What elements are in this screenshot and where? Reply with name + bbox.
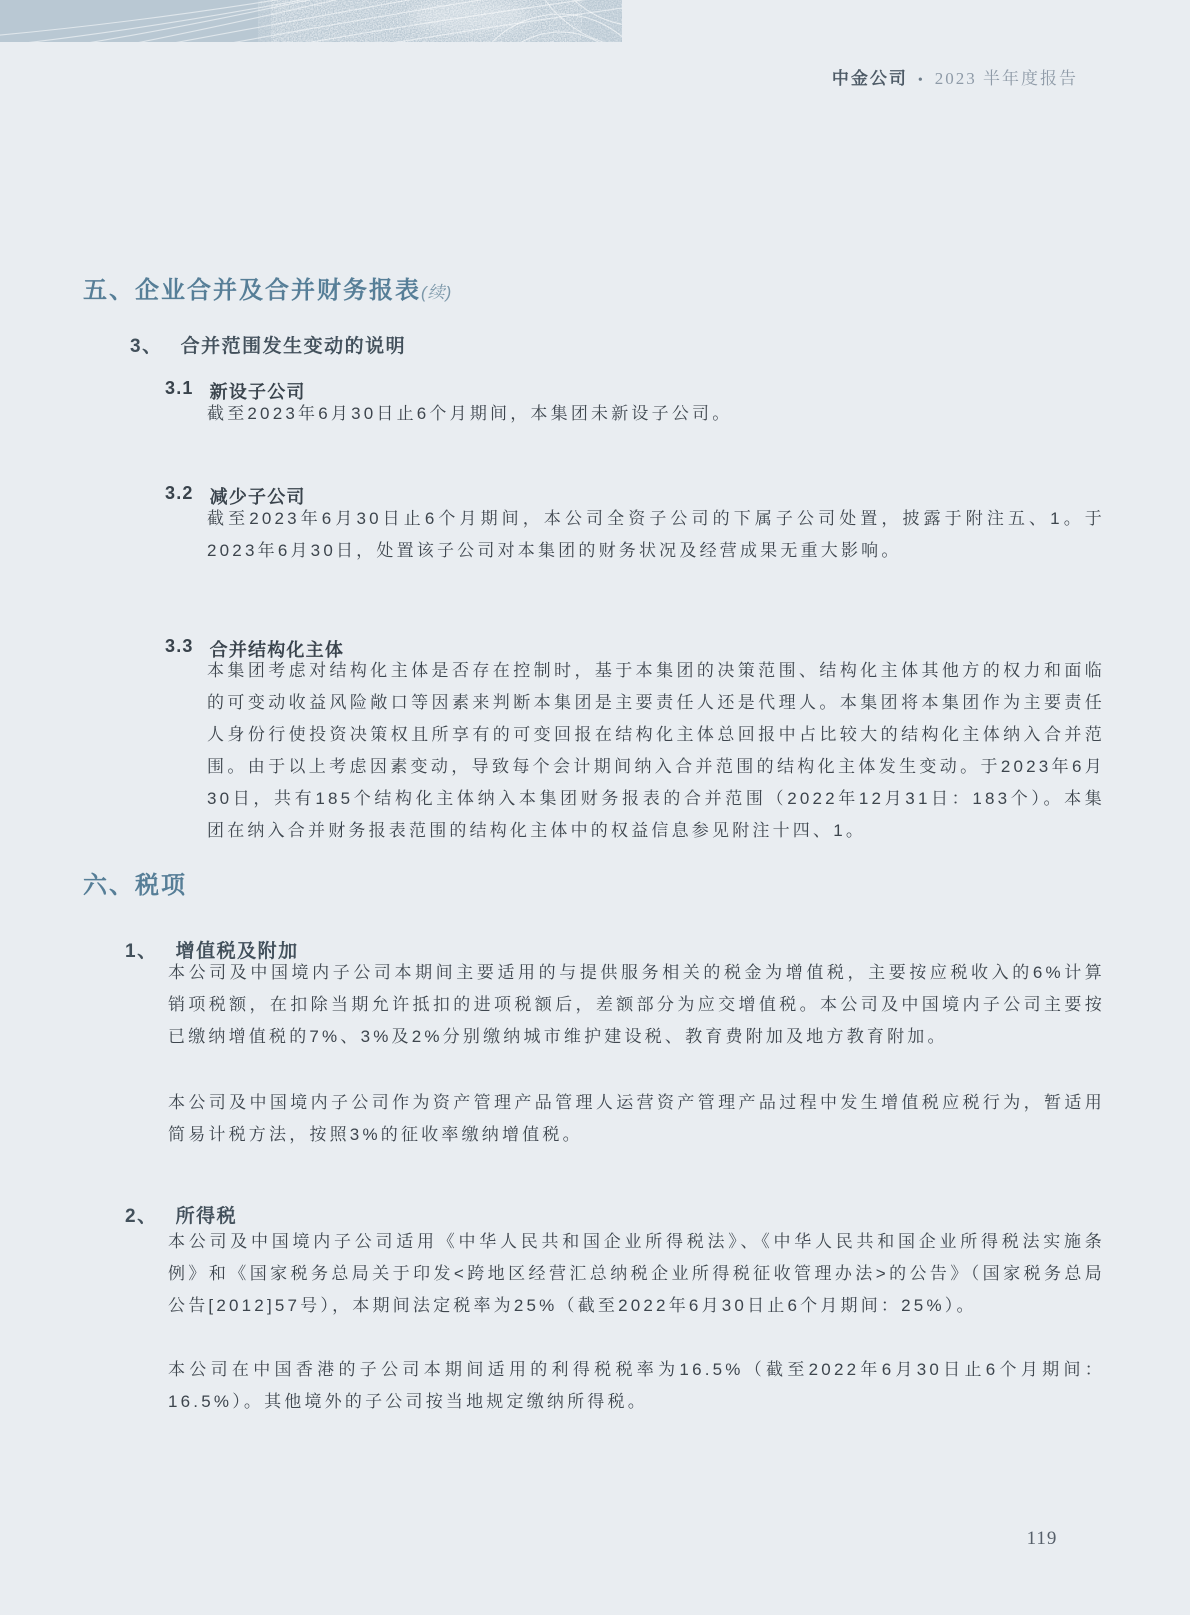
item-3-3-title: 合并结构化主体 [209, 640, 345, 660]
subsection-3-title: 合并范围发生变动的说明 [180, 335, 407, 357]
subsection-income-tax-number: 2、 [125, 1205, 158, 1227]
separator-dot-icon: • [917, 73, 925, 88]
item-3-2-number: 3.2 [165, 483, 194, 503]
banner-artwork-image [0, 0, 622, 42]
item-3-1-title: 新设子公司 [209, 382, 306, 402]
vat-paragraph-1: 本公司及中国境内子公司本期间主要适用的与提供服务相关的税金为增值税，主要按应税收入的6%计算销项税额，在扣除当期允许抵扣的进项税额后，差额部分为应交增值税。本公司及中国境内子公司主要按已缴纳增值税的7%、3%及2%分别缴纳城市维护建设税、教育费附加及地方教育附加。 [168, 963, 1105, 1046]
section-six-heading: 六、税项 [83, 872, 187, 899]
section-five-continued-suffix: (续) [421, 283, 453, 302]
company-name: 中金公司 [831, 69, 908, 88]
item-3-2-title: 减少子公司 [209, 487, 306, 507]
running-header [832, 64, 1078, 89]
item-3-3-paragraph: 本集团考虑对结构化主体是否存在控制时，基于本集团的决策范围、结构化主体其他方的权力和面临的可变动收益风险敞口等因素来判断本集团是主要责任人还是代理人。本集团将本集团作为主要责任人身份行使投资决策权且所享有的可变回报在结构化主体总回报中占比较大的结构化主体纳入合并范围。由于以上考虑因素变动，导致每个会计期间纳入合并范围的结构化主体发生变动。于2023年6月30日，共有185个结构化主体纳入本集团财务报表的合并范围（2022年12月31日：183个）。本集团在纳入合并财务报表范围的结构化主体中的权益信息参见附注十四、1。 [207, 661, 1105, 840]
subsection-vat-title: 增值税及附加 [175, 940, 299, 962]
subsection-3-number: 3、 [130, 335, 163, 357]
item-3-2-paragraph: 截至2023年6月30日止6个月期间，本公司全资子公司的下属子公司处置，披露于附注五、1。于2023年6月30日，处置该子公司对本集团的财务状况及经营成果无重大影响。 [207, 509, 1105, 560]
income-tax-paragraph-2: 本公司在中国香港的子公司本期间适用的利得税税率为16.5%（截至2022年6月30日止6个月期间：16.5%）。其他境外的子公司按当地规定缴纳所得税。 [168, 1360, 1105, 1411]
section-five-title: 五、企业合并及合并财务报表 [83, 277, 421, 304]
subsection-income-tax-title: 所得税 [175, 1205, 238, 1227]
item-3-1-paragraph: 截至2023年6月30日止6个月期间，本集团未新设子公司。 [207, 404, 733, 423]
item-3-1-number: 3.1 [165, 378, 194, 398]
subsection-vat-number: 1、 [125, 940, 158, 962]
report-title: 2023 半年度报告 [934, 69, 1078, 88]
section-five-heading [83, 270, 452, 305]
income-tax-paragraph-1: 本公司及中国境内子公司适用《中华人民共和国企业所得税法》、《中华人民共和国企业所得税法实施条例》和《国家税务总局关于印发<跨地区经营汇总纳税企业所得税征收管理办法>的公告》（国家税务总局公告[2012]57号），本期间法定税率为25%（截至2022年6月30日止6个月期间：25%）。 [168, 1232, 1105, 1315]
subsection-3-heading [130, 331, 406, 358]
vat-paragraph-2: 本公司及中国境内子公司作为资产管理产品管理人运营资产管理产品过程中发生增值税应税行为，暂适用简易计税方法，按照3%的征收率缴纳增值税。 [168, 1093, 1105, 1144]
subsection-income-tax-heading [125, 1201, 237, 1228]
page-number: 119 [1026, 1528, 1058, 1549]
item-3-3-number: 3.3 [165, 636, 194, 656]
